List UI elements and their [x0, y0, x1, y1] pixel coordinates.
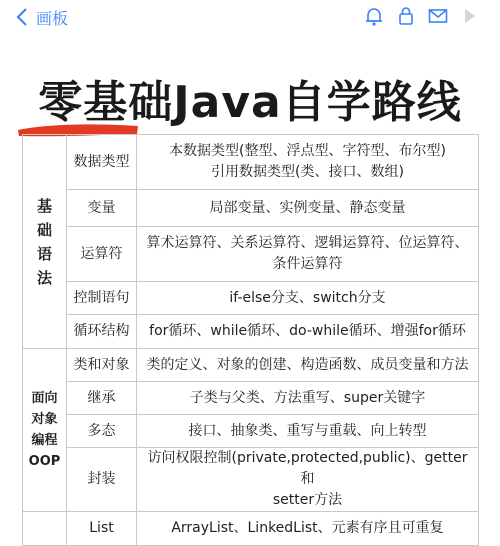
back-button[interactable]: [16, 6, 68, 29]
back-label: 画板: [36, 8, 69, 28]
content-cell: 本数据类型(整型、浮点型、字符型、布尔型) 引用数据类型(类、接口、数组): [137, 135, 479, 190]
headline-area: [0, 34, 500, 126]
topic-cell: 控制语句: [67, 282, 137, 315]
content-cell: if-else分支、switch分支: [137, 282, 479, 315]
topic-cell: 继承: [67, 382, 137, 415]
topic-cell: 类和对象: [67, 349, 137, 382]
category-cell-collections: [23, 512, 67, 546]
table-row: [23, 227, 479, 282]
topic-cell: 循环结构: [67, 315, 137, 349]
content-cell: 算术运算符、关系运算符、逻辑运算符、位运算符、 条件运算符: [137, 227, 479, 282]
table-row: [23, 382, 479, 415]
content-cell: 类的定义、对象的创建、构造函数、成员变量和方法: [137, 349, 479, 382]
roadmap-table: [22, 134, 479, 546]
topic-cell: 多态: [67, 415, 137, 448]
content-cell: ArrayList、LinkedList、元素有序且可重复: [137, 512, 479, 546]
table-row: [23, 349, 479, 382]
content-cell: 接口、抽象类、重写与重载、向上转型: [137, 415, 479, 448]
table-row: [23, 315, 479, 349]
category-cell-basics: 基 础 语 法: [23, 135, 67, 349]
send-icon[interactable]: [460, 6, 480, 26]
table-row: [23, 415, 479, 448]
topic-cell: 数据类型: [67, 135, 137, 190]
mail-icon[interactable]: [428, 6, 448, 26]
table-row: [23, 512, 479, 546]
table-row: [23, 135, 479, 190]
content-cell: 访问权限控制(private,protected,public)、getter和 setter方法: [137, 448, 479, 512]
table-row: [23, 448, 479, 512]
table-row: [23, 190, 479, 227]
bell-icon[interactable]: [364, 6, 384, 26]
category-cell-oop: 面向 对象 编程 OOP: [23, 349, 67, 512]
top-nav-bar: [0, 0, 500, 34]
topic-cell: 变量: [67, 190, 137, 227]
topic-cell: 封装: [67, 448, 137, 512]
content-cell: 局部变量、实例变量、静态变量: [137, 190, 479, 227]
chevron-left-icon: [16, 7, 28, 27]
content-cell: 子类与父类、方法重写、super关键字: [137, 382, 479, 415]
topic-cell: 运算符: [67, 227, 137, 282]
topic-cell: List: [67, 512, 137, 546]
content-cell: for循环、while循环、do-while循环、增强for循环: [137, 315, 479, 349]
page-title: 零基础Java自学路线: [38, 77, 462, 128]
table-row: [23, 282, 479, 315]
lock-icon[interactable]: [396, 6, 416, 26]
